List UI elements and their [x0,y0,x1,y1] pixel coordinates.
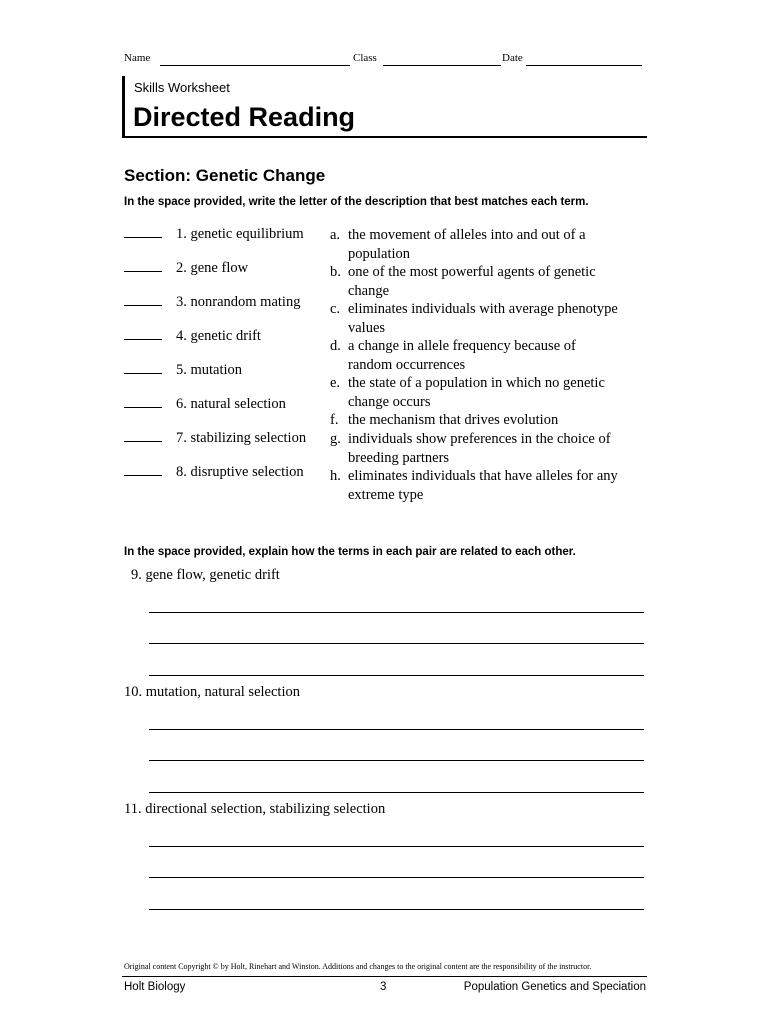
description-text: random occurrences [348,356,466,373]
description-text: population [348,245,411,262]
description-item [330,263,596,300]
answer-line[interactable] [149,846,644,847]
description-letter: e. [330,375,341,391]
name-field[interactable] [160,65,350,66]
answer-blank[interactable] [124,339,162,340]
answer-blank[interactable] [124,237,162,238]
description-text: eliminates individuals with average phenotype [348,301,618,317]
footer-rule [122,976,647,977]
description-text: eliminates individuals that have alleles for any [348,468,618,484]
description-text: the state of a population in which no genetic [348,375,605,391]
name-label: Name [124,52,151,64]
answer-blank[interactable] [124,271,162,272]
answer-line[interactable] [149,643,644,644]
description-item [330,467,618,504]
description-letter: b. [330,264,341,280]
description-text: the movement of alleles into and out of a [348,227,586,243]
term-item [124,396,286,420]
description-text: a change in allele frequency because of [348,338,576,354]
question-10: 10. mutation, natural selection [124,684,300,700]
description-letter: f. [330,412,339,428]
answer-blank[interactable] [124,407,162,408]
answer-blank[interactable] [124,475,162,476]
answer-line[interactable] [149,612,644,613]
worksheet-type: Skills Worksheet [134,80,230,95]
term-item [124,328,261,352]
description-letter: h. [330,468,341,484]
description-text: change [348,282,390,299]
description-letter: c. [330,301,341,317]
description-letter: a. [330,227,341,243]
description-item [330,337,576,374]
description-text: the mechanism that drives evolution [348,412,559,428]
description-text: one of the most powerful agents of genetic [348,264,596,280]
description-item [330,430,611,467]
pairs-instructions: In the space provided, explain how the terms in each pair are related to each other. [124,546,576,558]
term-item [124,362,242,386]
term-label: 1. genetic equilibrium [176,226,304,242]
term-label: 6. natural selection [176,396,286,412]
class-field[interactable] [383,65,501,66]
answer-line[interactable] [149,792,644,793]
term-label: 3. nonrandom mating [176,294,301,310]
copyright-notice: Original content Copyright © by Holt, Rinehart and Winston. Additions and changes to the original content are the responsibility of the instructor. [124,962,592,971]
term-label: 7. stabilizing selection [176,430,307,446]
term-item [124,226,304,250]
footer-book: Holt Biology [124,981,186,993]
answer-line[interactable] [149,877,644,878]
question-9: 9. gene flow, genetic drift [131,567,280,583]
section-title: Section: Genetic Change [124,166,326,185]
title-bar-horizontal [122,136,647,138]
date-field[interactable] [526,65,642,66]
description-text: individuals show preferences in the choice of [348,431,611,447]
page-number: 3 [380,981,387,993]
matching-instructions: In the space provided, write the letter of the description that best matches each term. [124,196,589,208]
term-label: 8. disruptive selection [176,464,304,480]
term-item [124,260,248,284]
answer-line[interactable] [149,909,644,910]
answer-blank[interactable] [124,305,162,306]
description-item [330,226,586,263]
description-item [330,411,558,430]
answer-blank[interactable] [124,373,162,374]
question-11: 11. directional selection, stabilizing selection [124,801,386,817]
answer-line[interactable] [149,729,644,730]
description-text: extreme type [348,486,424,503]
term-label: 2. gene flow [176,260,249,276]
class-label: Class [353,52,377,64]
description-text: values [348,319,386,336]
date-label: Date [502,52,523,64]
title-bar-vertical [122,76,125,136]
description-item [330,374,605,411]
description-item [330,300,618,337]
page-title: Directed Reading [133,102,356,132]
answer-blank[interactable] [124,441,162,442]
description-text: change occurs [348,393,431,410]
term-item [124,430,306,454]
term-label: 4. genetic drift [176,328,261,344]
header-fields [124,52,644,68]
description-letter: g. [330,431,341,447]
term-item [124,464,304,488]
answer-line[interactable] [149,760,644,761]
footer-chapter: Population Genetics and Speciation [463,981,646,993]
term-label: 5. mutation [176,362,243,378]
description-letter: d. [330,338,341,354]
answer-line[interactable] [149,675,644,676]
term-item [124,294,300,318]
description-text: breeding partners [348,449,450,466]
